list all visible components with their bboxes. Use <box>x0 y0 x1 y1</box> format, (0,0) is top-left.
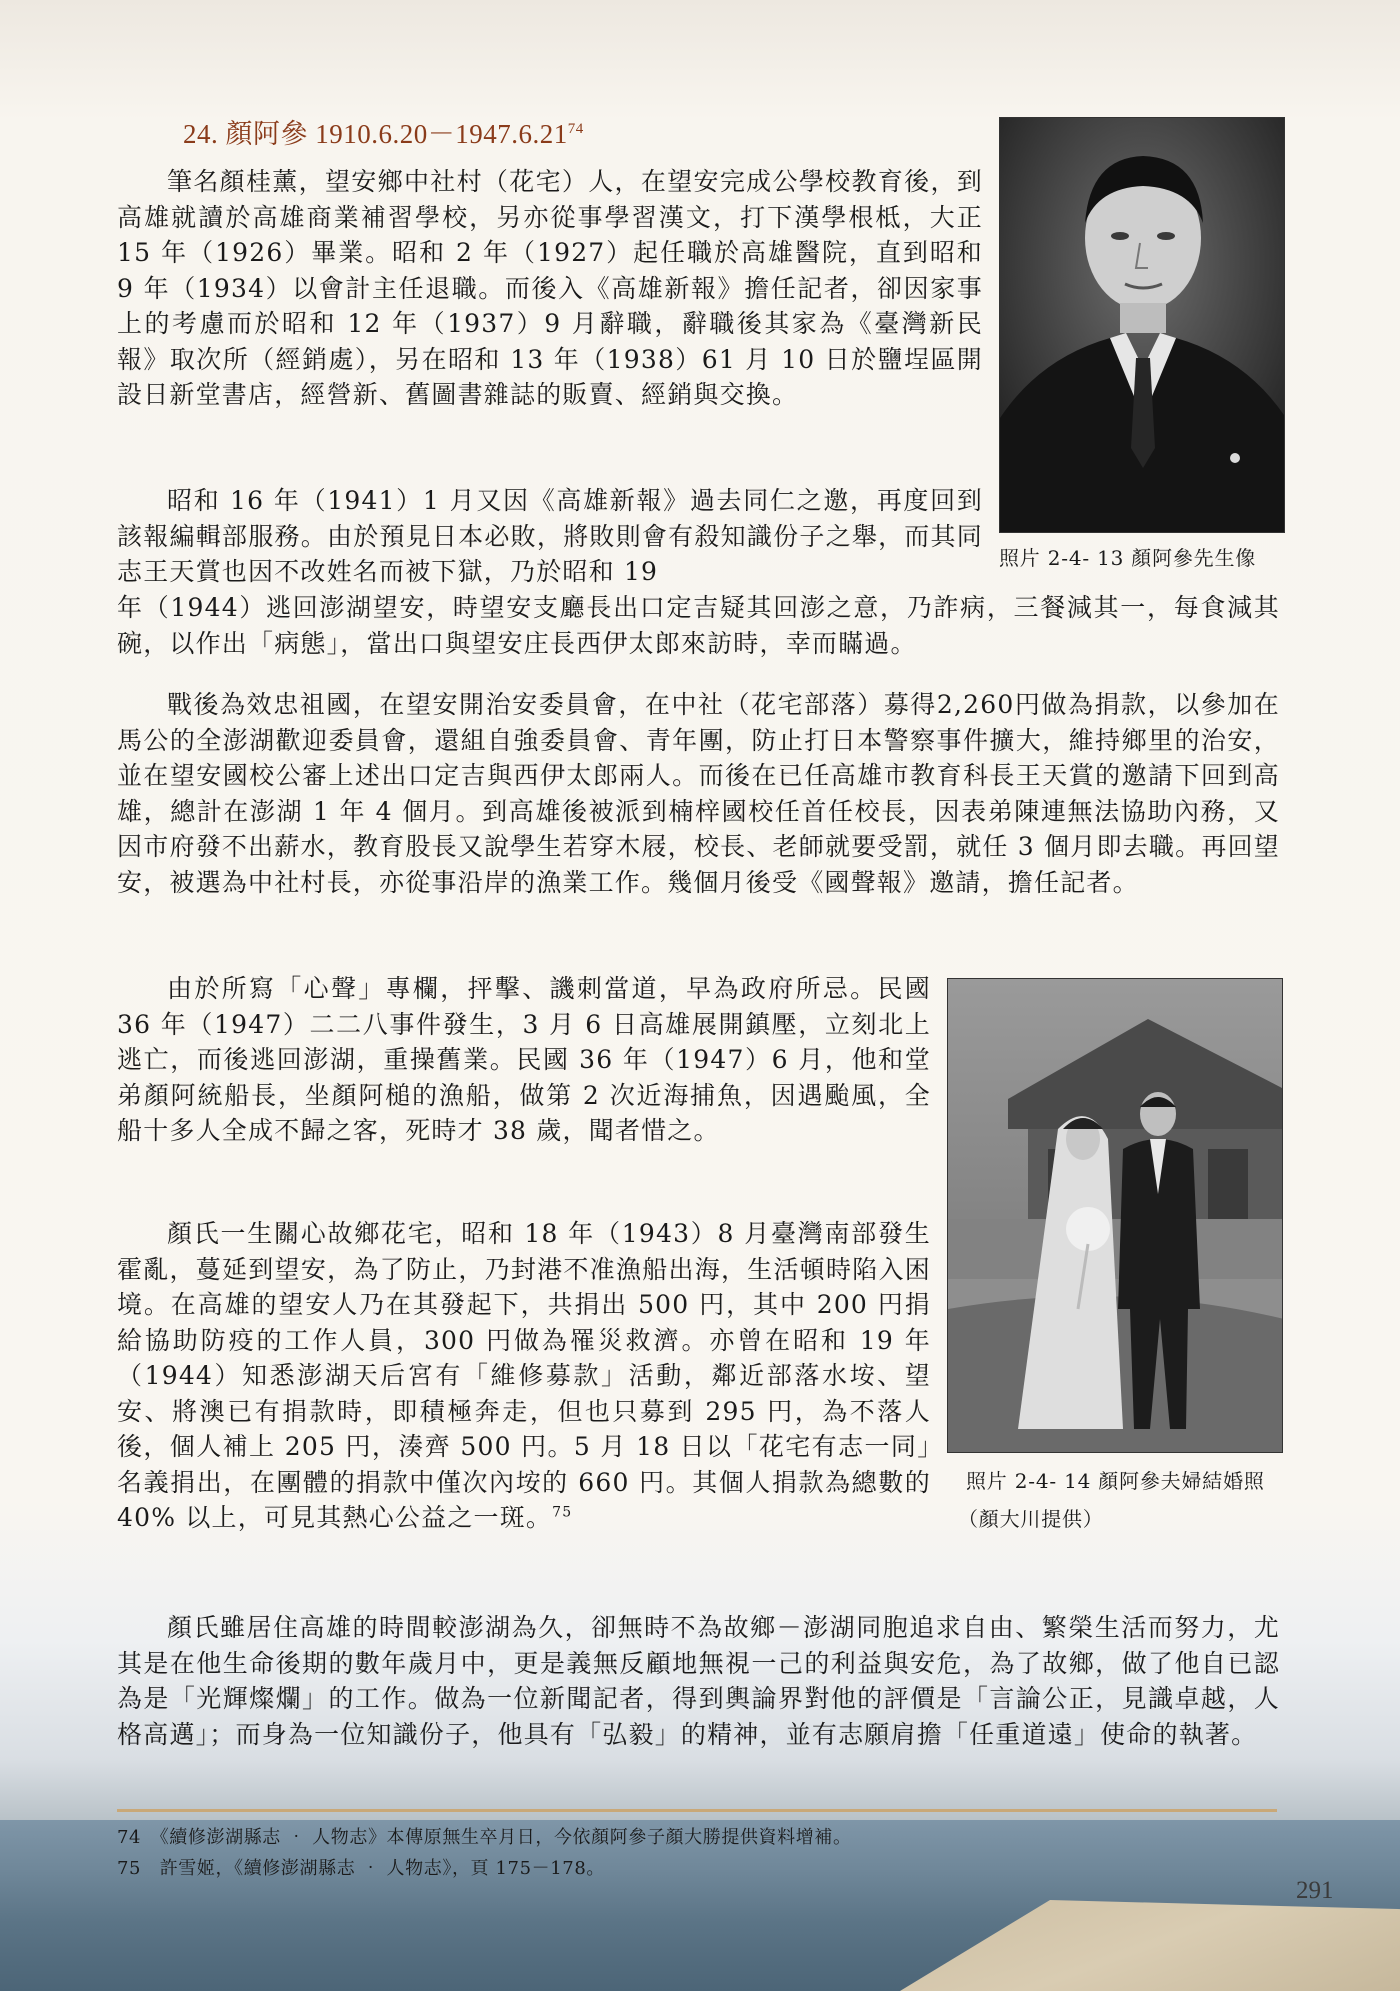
paragraph-2: 昭和 16 年（1941）1 月又因《高雄新報》過去同仁之邀，再度回到該報編輯部服務。由於預見日本必敗，將敗則會有殺知識份子之舉，而其同志王天賞也因不改姓名而被下獄，乃於昭和 19 <box>117 486 983 586</box>
footnote-75: 75 許雪姬，《續修澎湖縣志 ‧ 人物志》，頁 175－178。 <box>117 1858 605 1879</box>
paragraph-6: 顏氏雖居住高雄的時間較澎湖為久，卻無時不為故鄉－澎湖同胞追求自由、繁榮生活而努力，尤其是在他生命後期的數年歲月中，更是義無反顧地無視一己的利益與安危，為了故鄉，做了他自已認為是「光輝燦爛」的工作。做為一位新聞記者，得到輿論界對他的評價是「言論公正，見識卓越，人格高邁」；而身為一位知識份子，他具有「弘毅」的精神，並有志願肩擔「任重道遠」使命的執著。 <box>117 1613 1280 1749</box>
section-heading <box>183 112 584 151</box>
wedding-photo-image <box>948 979 1283 1453</box>
paragraph-1: 筆名顏桂薰，望安鄉中社村（花宅）人，在望安完成公學校教育後，到高雄就讀於高雄商業補習學校，另亦從事學習漢文，打下漢學根柢，大正 15 年（1926）畢業。昭和 2 年（1927）起任職於高雄醫院，直到昭和 9 年（1934）以會計主任退職。而後入《高雄新報》擔任記者，卻因家事上的考慮而於昭和 12 年（1937）9 月辭職，辭職後其家為《臺灣新民報》取次所（經銷處），另在昭和 13 年（1938）61 月 10 日於鹽埕區開設日新堂書店，經營新、舊圖書雜誌的販賣、經銷與交換。 <box>117 167 983 409</box>
paragraph-2-continuation: 年（1944）逃回澎湖望安，時望安支廳長出口定吉疑其回澎之意，乃詐病，三餐減其一，每食減其碗，以作出「病態」，當出口與望安庄長西伊太郎來訪時，幸而瞞過。 <box>117 593 1280 658</box>
paragraph-3: 戰後為效忠祖國，在望安開治安委員會，在中社（花宅部落）募得2,260円做為捐款，以參加在馬公的全澎湖歡迎委員會，還組自強委員會、青年團，防止打日本警察事件擴大，維持鄉里的治安，並在望安國校公審上述出口定吉與西伊太郎兩人。而後在已任高雄市教育科長王天賞的邀請下回到高雄，總計在澎湖 1 年 4 個月。到高雄後被派到楠梓國校任首任校長，因表弟陳連無法協助內務，又因市府發不出薪水，教育股長又說學生若穿木屐，校長、老師就要受罰，就任 3 個月即去職。再回望安，被選為中社村長，亦從事沿岸的漁業工作。幾個月後受《國聲報》邀請，擔任記者。 <box>117 690 1280 897</box>
paragraph-5-footnote-ref: 75 <box>552 1504 573 1521</box>
paragraph-5-text: 顏氏一生關心故鄉花宅，昭和 18 年（1943）8 月臺灣南部發生霍亂，蔓延到望安，為了防止，乃封港不准漁船出海，生活頓時陷入困境。在高雄的望安人乃在其發起下，共捐出 500 円，其中 200 円捐給協助防疫的工作人員，300 円做為罹災救濟。亦曾在昭和 19 年（1944）知悉澎湖天后宮有「維修募款」活動，鄰近部落水垵、望安、將澳已有捐款時，即積極奔走，但也只募到 295 円，為不落人後，個人補上 205 円，湊齊 500 円。5 月 18 日以「花宅有志一同」名義捐出，在團體的捐款中僅次內垵的 660 円。其個人捐款為總數的 40% 以上，可見其熱心公益之一斑。 <box>117 1219 931 1532</box>
footnote-74: 74 《續修澎湖縣志 ‧ 人物志》本傳原無生卒月日，今依顏阿參子顏大勝提供資料增補。 <box>117 1827 852 1848</box>
heading-text: 24. 顏阿參 1910.6.20－1947.6.21 <box>183 119 568 149</box>
paragraph-5 <box>117 1216 931 1536</box>
paragraph-4: 由於所寫「心聲」專欄，抨擊、譏刺當道，早為政府所忌。民國 36 年（1947）二二八事件發生，3 月 6 日高雄展開鎮壓，立刻北上逃亡，而後逃回澎湖，重操舊業。民國 36 年（1947）6 月，他和堂弟顏阿統船長，坐顏阿槌的漁船，做第 2 次近海捕魚，因遇颱風，全船十多人全成不歸之客，死時才 38 歲，聞者惜之。 <box>117 974 931 1145</box>
photo2-credit: （顏大川提供） <box>958 1507 1104 1531</box>
portrait-photo-image <box>1000 118 1285 533</box>
footnote-divider <box>117 1809 1277 1812</box>
portrait-photo <box>999 117 1285 533</box>
heading-footnote-ref: 74 <box>567 121 584 137</box>
wedding-photo <box>947 978 1283 1453</box>
photo2-caption: 照片 2-4- 14 顏阿參夫婦結婚照 <box>966 1469 1265 1493</box>
page-number: 291 <box>1296 1877 1334 1904</box>
photo1-caption: 照片 2-4- 13 顏阿參先生像 <box>999 546 1257 570</box>
